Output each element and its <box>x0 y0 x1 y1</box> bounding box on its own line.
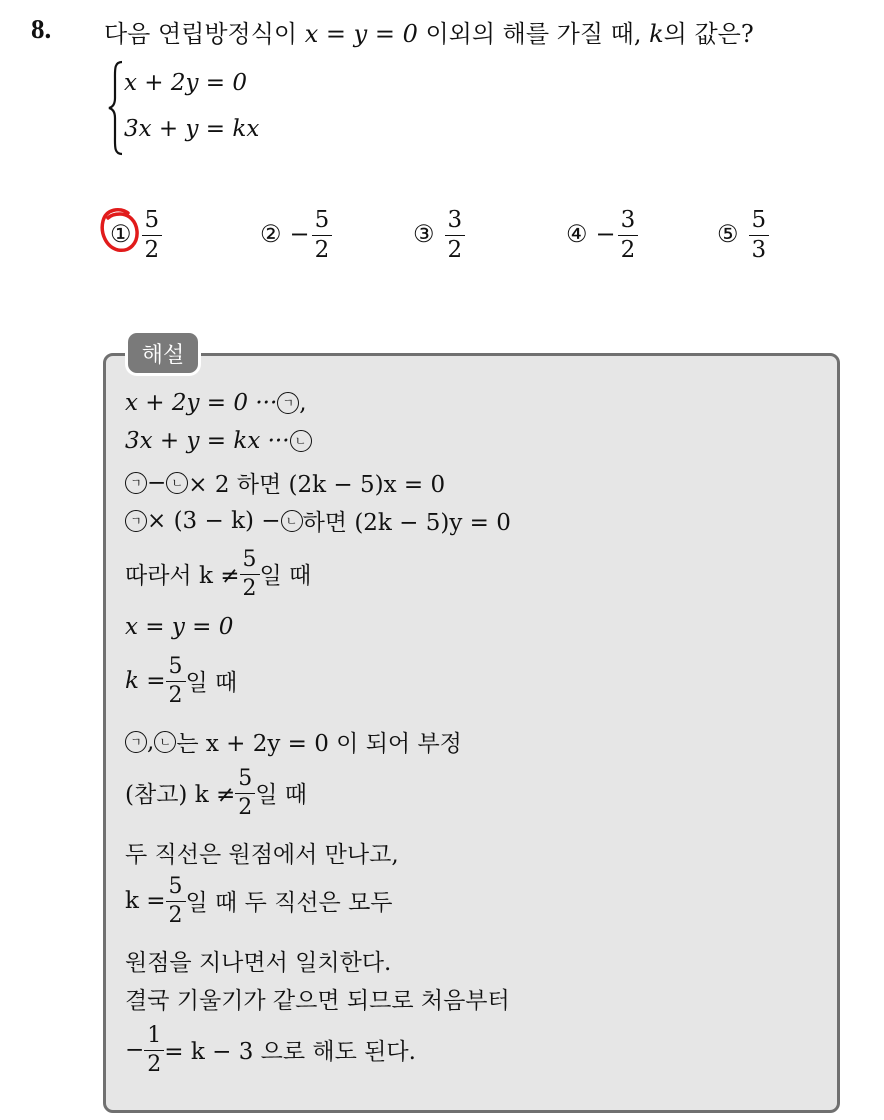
fraction-numerator: 5 <box>144 206 160 233</box>
solution-line-10 <box>125 836 399 869</box>
solution-text: 일 때 두 직선은 모두 <box>185 890 393 916</box>
solution-line-2 <box>125 428 312 454</box>
fraction-numerator: 5 <box>168 654 183 679</box>
choice-fraction <box>142 207 163 262</box>
fraction-denominator: 3 <box>749 235 770 262</box>
solution-text: − <box>147 469 167 496</box>
solution-text: × 2 하면 (2k − 5)x = 0 <box>188 472 446 498</box>
choice-fraction <box>749 207 770 262</box>
solution-text: x = y = 0 <box>125 614 234 640</box>
circled-label-icon: ㄱ <box>277 392 299 414</box>
circled-label-icon: ㄱ <box>125 731 147 753</box>
solution-text: = k − 3 으로 해도 된다. <box>164 1039 416 1065</box>
solution-line-12 <box>125 944 391 977</box>
solution-line-7 <box>125 654 237 707</box>
solution-fraction <box>144 1023 164 1076</box>
question-text <box>104 14 754 49</box>
choice-1[interactable] <box>110 201 162 267</box>
solution-text: − <box>125 1036 145 1063</box>
solution-text: 따라서 k ≠ <box>125 563 240 589</box>
fraction-numerator: 5 <box>168 874 183 899</box>
equation-system <box>108 60 348 156</box>
fraction-numerator: 5 <box>242 547 257 572</box>
solution-line-13 <box>125 982 510 1015</box>
question-condition: x = y = 0 <box>304 20 418 48</box>
choice-3[interactable] <box>413 201 465 267</box>
question-text-end: 의 값은? <box>663 20 754 48</box>
equation-2: 3x + y = kx <box>124 116 260 142</box>
choice-sign: − <box>289 220 310 248</box>
circled-label-icon: ㄴ <box>290 430 312 452</box>
fraction-numerator: 3 <box>620 206 636 233</box>
choice-2[interactable] <box>260 201 332 267</box>
choice-fraction <box>312 207 333 262</box>
circled-label-icon: ㄴ <box>154 731 176 753</box>
circled-label-icon: ㄱ <box>125 510 147 532</box>
solution-fraction <box>235 766 255 819</box>
choice-number: ③ <box>413 220 435 248</box>
solution-fraction <box>166 874 186 927</box>
solution-text: 는 x + 2y = 0 이 되어 부정 <box>176 731 462 757</box>
fraction-denominator: 2 <box>312 235 333 262</box>
circled-label-icon: ㄱ <box>125 472 147 494</box>
fraction-denominator: 2 <box>166 901 186 927</box>
fraction-denominator: 2 <box>166 681 186 707</box>
solution-line-9 <box>125 766 307 819</box>
solution-line-8 <box>125 725 462 758</box>
solution-text: , <box>299 390 307 416</box>
solution-text: x + 2y = 0 ··· <box>125 390 278 416</box>
fraction-denominator: 2 <box>240 574 260 600</box>
solution-line-11 <box>125 874 393 927</box>
solution-text: , <box>147 728 155 755</box>
solution-text: 일 때 <box>185 670 238 696</box>
fraction-numerator: 5 <box>238 766 253 791</box>
solution-fraction <box>240 547 260 600</box>
choice-fraction <box>618 207 639 262</box>
solution-fraction <box>166 654 186 707</box>
solution-text: 원점을 지나면서 일치한다. <box>125 950 392 976</box>
fraction-numerator: 1 <box>147 1023 162 1048</box>
circled-label-icon: ㄴ <box>281 510 303 532</box>
solution-line-4 <box>125 504 511 537</box>
question-text-start: 다음 연립방정식이 <box>104 20 305 48</box>
solution-text: (참고) k ≠ <box>125 782 236 808</box>
question-variable: k <box>649 20 664 48</box>
solution-line-5 <box>125 547 311 600</box>
solution-line-14 <box>125 1023 416 1076</box>
solution-text: 하면 (2k − 5)y = 0 <box>302 510 511 536</box>
solution-text: 일 때 <box>255 782 307 808</box>
solution-text: k = <box>125 887 166 914</box>
choice-5[interactable] <box>717 201 769 267</box>
choice-number: ② <box>260 220 282 248</box>
solution-line-1 <box>125 390 307 416</box>
choice-sign: − <box>595 220 616 248</box>
left-brace-icon <box>108 60 124 156</box>
equation-1: x + 2y = 0 <box>124 70 248 96</box>
choice-number: ① <box>110 220 132 248</box>
choice-4[interactable] <box>566 201 638 267</box>
solution-line-3 <box>125 466 445 499</box>
circled-label-icon: ㄴ <box>166 472 188 494</box>
fraction-denominator: 2 <box>142 235 163 262</box>
choice-number: ④ <box>566 220 588 248</box>
fraction-denominator: 2 <box>144 1050 164 1076</box>
question-number: 8. <box>31 14 52 44</box>
fraction-denominator: 2 <box>618 235 639 262</box>
fraction-denominator: 2 <box>235 793 255 819</box>
fraction-numerator: 5 <box>751 206 767 233</box>
choice-number: ⑤ <box>717 220 739 248</box>
question-text-middle: 이외의 해를 가질 때, <box>417 20 650 48</box>
solution-text: 두 직선은 원점에서 만나고, <box>125 842 399 868</box>
solution-text: 3x + y = kx ··· <box>125 428 290 454</box>
fraction-numerator: 5 <box>314 206 330 233</box>
fraction-denominator: 2 <box>445 235 466 262</box>
choice-fraction <box>445 207 466 262</box>
solution-text: × (3 − k) − <box>147 507 281 534</box>
solution-text: 일 때 <box>259 563 312 589</box>
solution-text: 결국 기울기가 같으면 되므로 처음부터 <box>125 988 510 1014</box>
solution-title-tab: 해설 <box>128 333 198 373</box>
solution-text: k = <box>125 667 166 694</box>
fraction-numerator: 3 <box>447 206 463 233</box>
solution-line-6 <box>125 614 233 640</box>
